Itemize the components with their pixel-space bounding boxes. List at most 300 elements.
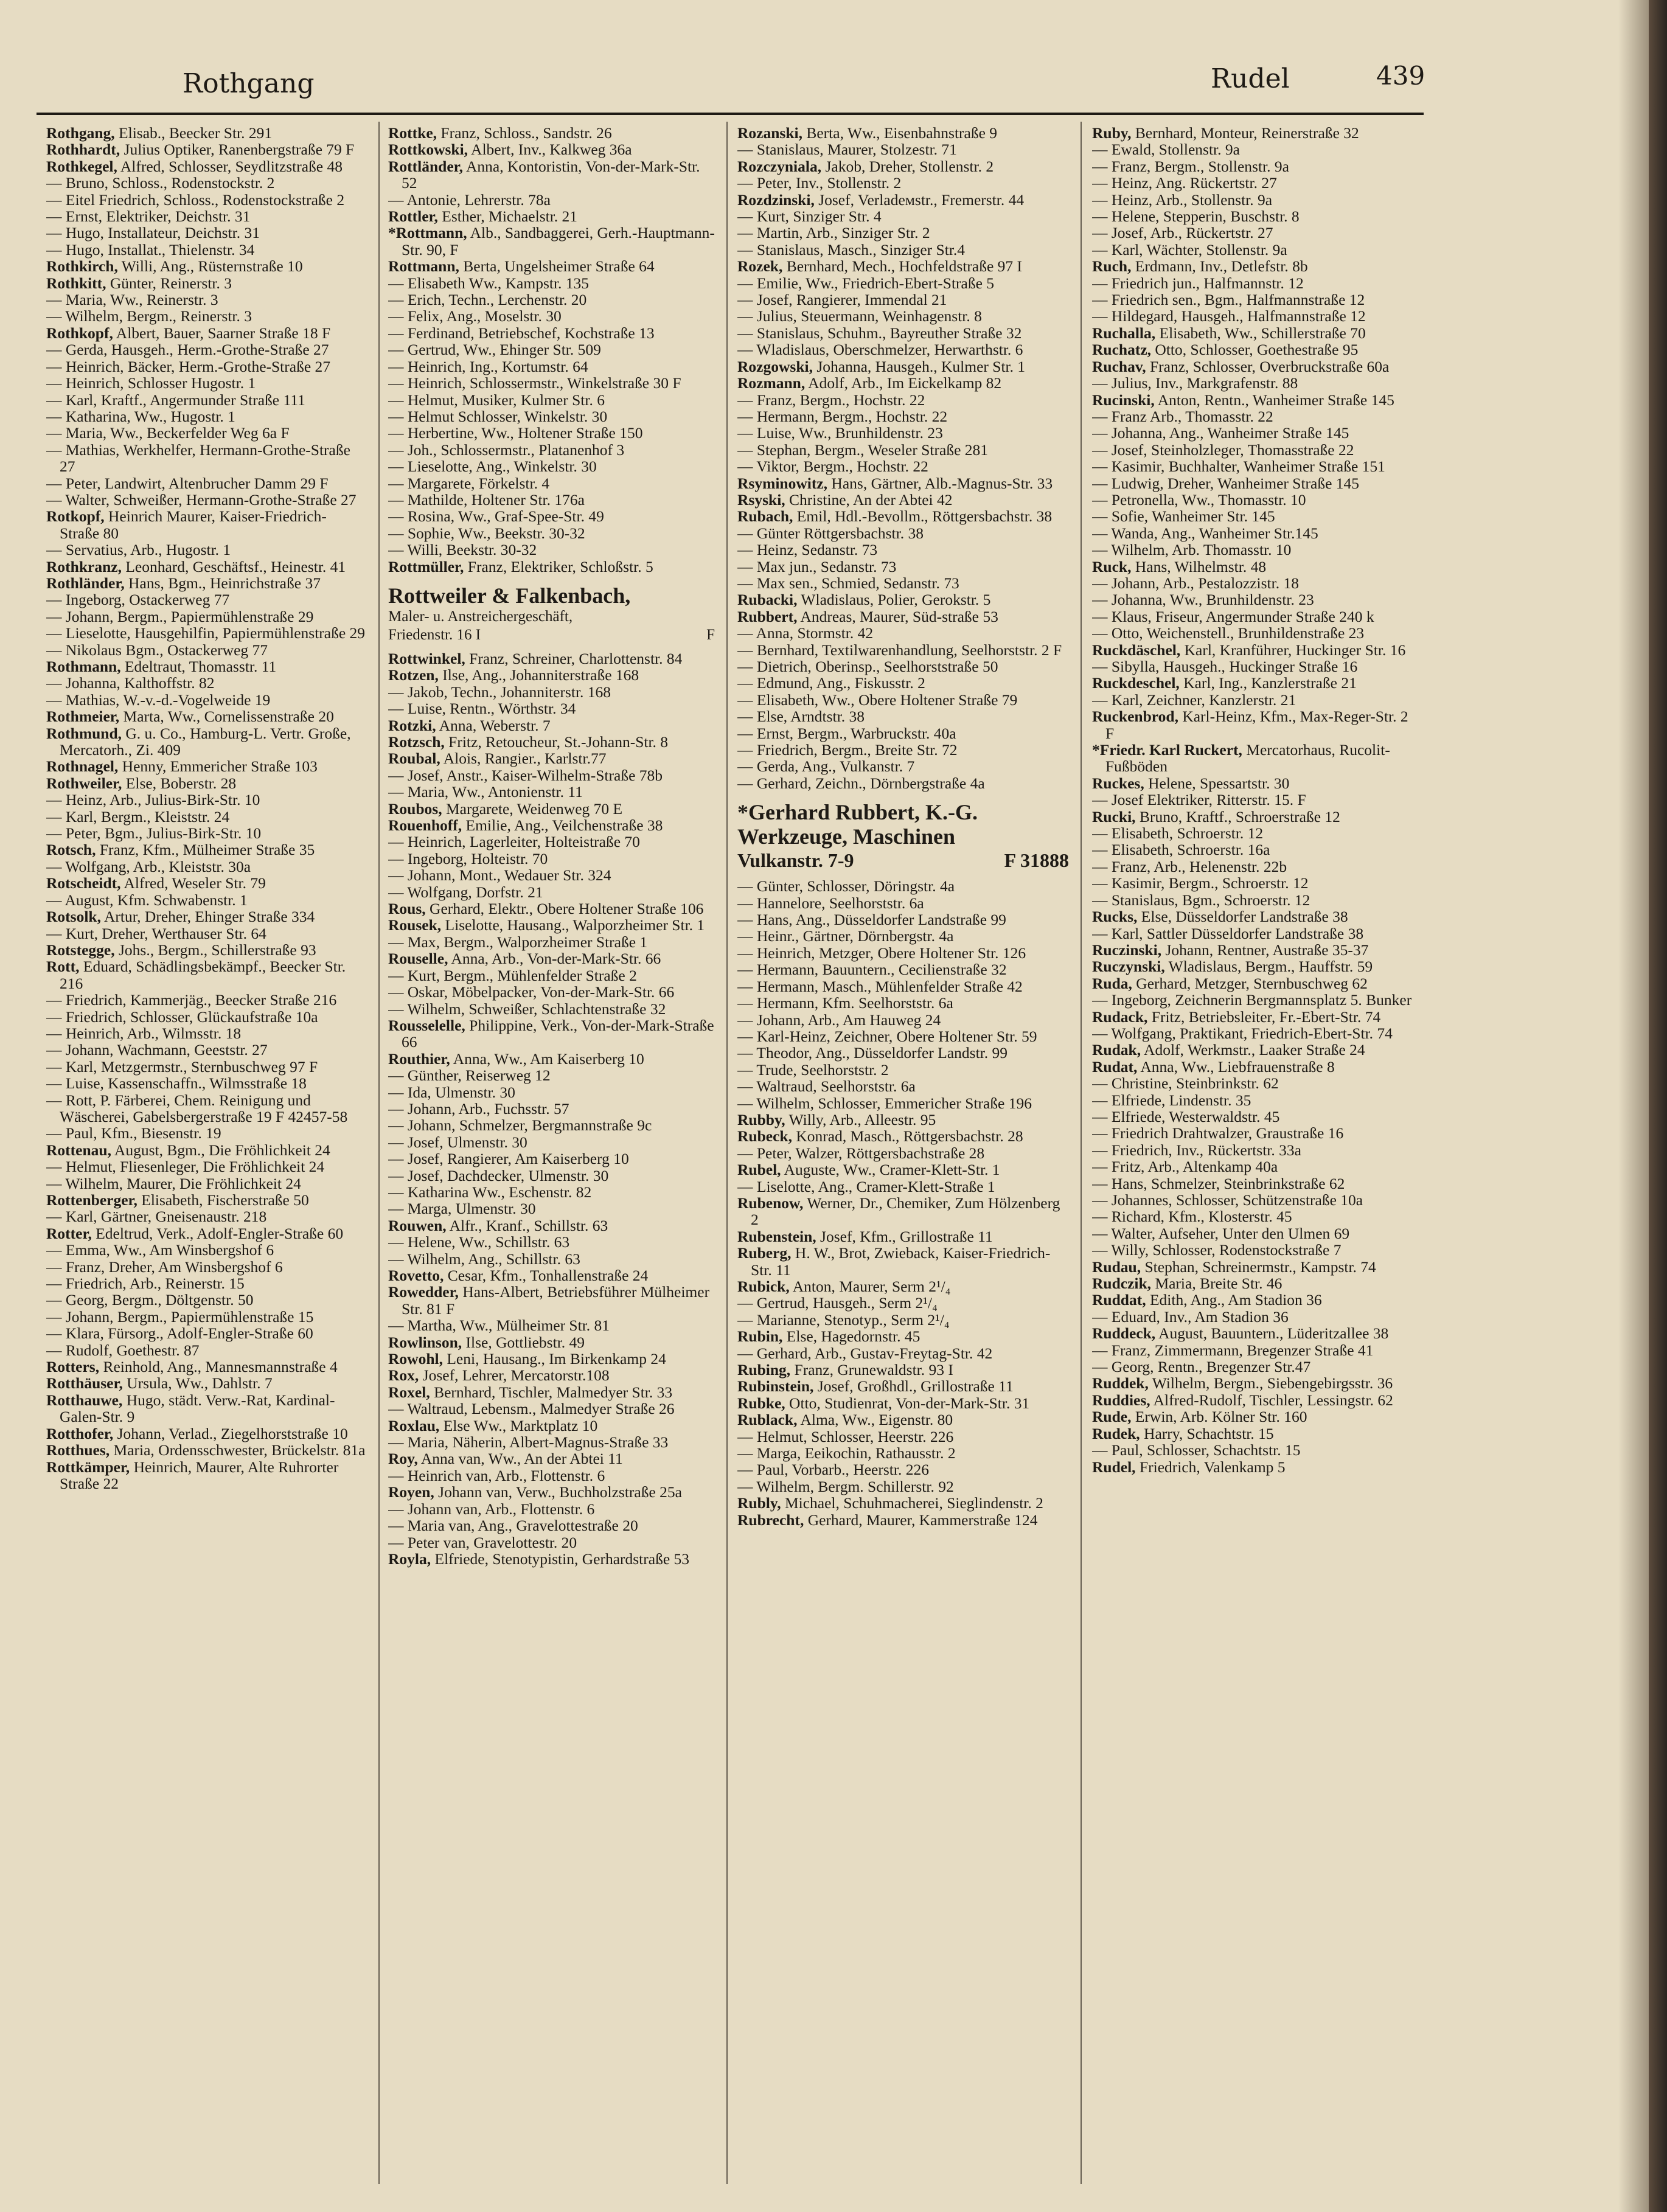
directory-entry [46,1259,366,1275]
entry-details: — Klaus, Friseur, Angermunder Straße 240 k [1092,607,1374,625]
entry-details: — Ewald, Stollenstr. 9a [1092,141,1240,159]
entry-details: Elisabeth, Ww., Schillerstraße 70 [1155,324,1366,342]
directory-entry [737,878,1069,894]
directory-entry [737,625,1069,641]
entry-surname: Rott, [46,958,80,976]
directory-entry [46,1425,366,1442]
entry-surname: Rotthofer, [46,1424,114,1442]
entry-details: — Hermann, Bauuntern., Cecilienstraße 32 [737,961,1007,979]
entry-details: — Nikolaus Bgm., Ostackerweg 77 [46,641,268,659]
entry-details: — Helene, Ww., Schillstr. 63 [388,1233,570,1251]
directory-entry [1092,1225,1416,1242]
entry-details: Willi, Ang., Rüsternstraße 10 [117,257,303,276]
directory-entry [1092,1208,1416,1225]
directory-entry [737,1345,1069,1362]
directory-entry [46,958,366,992]
entry-surname: Rotthauwe, [46,1391,123,1409]
entry-details: Artur, Dreher, Ehinger Straße 334 [100,908,315,926]
entry-details: — Luise, Rentn., Wörthstr. 34 [388,700,576,718]
entry-details: — Walter, Aufseher, Unter den Ulmen 69 [1092,1224,1350,1242]
entry-surname: Rudel, [1092,1458,1136,1476]
entry-details: — Ludwig, Dreher, Wanheimer Straße 145 [1092,474,1360,492]
entry-details: Franz, Elektriker, Schloßstr. 5 [464,557,653,576]
entry-details: Ursula, Ww., Dahlstr. 7 [122,1374,273,1393]
entry-surname: Rothländer, [46,574,125,592]
entry-details: — Stanislaus, Masch., Sinziger Str.4 [737,240,965,259]
directory-entry [46,192,366,208]
directory-entry [737,458,1069,475]
directory-entry [737,608,1069,625]
entry-details: Berta, Ww., Eisenbahnstraße 9 [802,125,998,142]
entry-details: — Stanislaus, Maurer, Stolzestr. 71 [737,141,957,159]
entry-details: — Johanna, Kalthoffstr. 82 [46,674,215,692]
directory-entry [46,141,366,158]
directory-entry [1092,1009,1416,1025]
directory-entry [737,1512,1069,1528]
directory-entry [388,817,715,833]
entry-details: Alfr., Kranf., Schillstr. 63 [446,1216,608,1234]
directory-entry [1092,825,1416,841]
entry-details: Alb., Sandbaggerei, Gerh.-Hauptmann-Str. 90, F [402,224,715,259]
directory-entry [388,492,715,508]
directory-entry [1092,392,1416,408]
entry-surname: Rudek, [1092,1424,1140,1442]
directory-entry [46,875,366,891]
entry-details: — Hermann, Kfm. Seelhorststr. 6a [737,994,953,1012]
entry-details: — Ingeborg, Zeichnerin Bergmannsplatz 5. Bunker [1092,991,1412,1009]
entry-surname: Rottler, [388,207,438,226]
entry-details: Philippine, Verk., Von-der-Mark-Straße 66 [402,1016,714,1051]
entry-details: Erdmann, Inv., Detlefstr. 8b [1131,257,1308,276]
directory-entry [1092,858,1416,875]
entry-details: — Elfriede, Westerwaldstr. 45 [1092,1107,1280,1125]
directory-entry [46,858,366,875]
directory-entry [388,734,715,750]
directory-entry [388,558,715,575]
entry-surname: Ruckes, [1092,774,1144,792]
entry-surname: Rothhardt, [46,141,120,159]
entry-surname: Rottmann, [388,257,459,276]
entry-surname: Rous, [388,900,426,918]
directory-entry [1092,1192,1416,1208]
directory-entry [46,1442,366,1458]
entry-surname: Rozczyniala, [737,157,822,175]
entry-details: — Peter, Bgm., Julius-Birk-Str. 10 [46,824,262,843]
entry-details: Maria, Breite Str. 46 [1151,1275,1282,1293]
directory-entry [1092,208,1416,224]
entry-details: Cesar, Kfm., Tonhallenstraße 24 [444,1267,649,1284]
entry-surname: Rozanski, [737,125,802,142]
entry-details: — Eduard, Inv., Am Stadion 36 [1092,1307,1289,1326]
directory-entry [388,358,715,375]
entry-surname: Rubel, [737,1161,781,1179]
directory-entry [737,928,1069,944]
entry-details: — Sophie, Ww., Beekstr. 30-32 [388,524,585,542]
directory-entry [737,308,1069,324]
directory-entry [737,291,1069,308]
entry-surname: Rothkirch, [46,257,118,276]
directory-entry [388,650,715,667]
directory-entry [388,934,715,950]
entry-surname: Rudczik, [1092,1275,1152,1293]
directory-entry [1092,175,1416,191]
entry-details: — Heinrich, Bäcker, Herm.-Grothe-Straße 27 [46,357,331,375]
directory-entry [737,775,1069,791]
directory-entry [737,642,1069,658]
entry-details: — Ferdinand, Betriebschef, Kochstraße 13 [388,324,655,342]
entry-surname: Rucinski, [1092,391,1155,409]
entry-details: — Johann, Schmelzer, Bergmannstraße 9c [388,1116,652,1135]
directory-entry [388,525,715,541]
entry-details: — Josef, Steinholzleger, Thomasstraße 22 [1092,440,1354,459]
directory-entry [46,1075,366,1091]
entry-details: — Ida, Ulmenstr. 30 [388,1083,515,1101]
entry-details: — Elisabeth, Ww., Obere Holtener Straße 79 [737,690,1018,709]
entry-details: Friedrich, Valenkamp 5 [1135,1458,1286,1476]
entry-surname: Rousek, [388,916,442,934]
directory-entry [1092,1242,1416,1258]
entry-details: Otto, Schlosser, Goethestraße 95 [1151,341,1359,359]
directory-entry [1092,1108,1416,1125]
entry-details: — Julius, Inv., Markgrafenstr. 88 [1092,374,1298,392]
entry-details: — Erich, Techn., Lerchenstr. 20 [388,291,587,309]
entry-surname: Rubeck, [737,1127,792,1146]
column-2 [388,125,715,2205]
directory-entry [388,1251,715,1267]
entry-details: — Maria, Ww., Reinerstr. 3 [46,291,218,309]
entry-details: — Servatius, Arb., Hugostr. 1 [46,541,231,559]
entry-details: Josef, Kfm., Grillostraße 11 [816,1227,993,1245]
entry-details: — Gerhard, Zeichn., Dörnbergstraße 4a [737,774,985,792]
directory-entry [737,1445,1069,1461]
directory-entry [388,1184,715,1200]
directory-entry [737,141,1069,158]
directory-entry [737,192,1069,208]
entry-details: Anton, Maurer, Serm 2¹/₄ [789,1278,951,1295]
entry-details: — Elisabeth, Schroerstr. 12 [1092,824,1264,843]
directory-entry [46,375,366,391]
entry-details: — Kurt, Dreher, Werthauser Str. 64 [46,924,266,942]
directory-entry [737,375,1069,391]
directory-entry [388,1017,715,1051]
entry-surname: Rubin, [737,1327,783,1346]
entry-details: Berta, Ungelsheimer Straße 64 [459,257,655,276]
ad-title: *Gerhard Rubbert, K.-G. [737,800,978,825]
directory-entry [1092,1292,1416,1308]
entry-details: — Sofie, Wanheimer Str. 145 [1092,507,1275,526]
entry-details: — Paul, Kfm., Biesenstr. 19 [46,1124,221,1143]
entry-details: Jakob, Dreher, Stollenstr. 2 [821,157,994,175]
entry-details: Gerhard, Metzger, Sternbuschweg 62 [1132,974,1368,992]
entry-details: — Richard, Kfm., Klosterstr. 45 [1092,1208,1292,1226]
entry-surname: Rublack, [737,1411,798,1429]
directory-entry [1092,308,1416,324]
column-3 [737,125,1069,2205]
ad-address-text: Friedenstr. 16 I [388,626,481,643]
directory-entry [388,192,715,208]
entry-details: Auguste, Ww., Cramer-Klett-Str. 1 [781,1161,1000,1179]
entry-details: — Heinrich, Arb., Wilmsstr. 18 [46,1024,242,1042]
entry-surname: Rotzen, [388,666,439,684]
directory-entry [46,408,366,425]
directory-entry [737,1028,1069,1045]
entry-details: — Willy, Schlosser, Rodenstockstraße 7 [1092,1241,1342,1259]
entry-surname: Rubacki, [737,591,798,609]
entry-details: — Elisabeth, Schroerstr. 16a [1092,841,1270,859]
directory-entry [737,392,1069,408]
entry-details: — Eitel Friedrich, Schloss., Rodenstockstraße 2 [46,190,345,209]
directory-entry [46,658,366,675]
directory-entry [46,1225,366,1242]
entry-details: — Friedrich, Bergm., Breite Str. 72 [737,741,958,759]
directory-entry [1092,809,1416,825]
directory-entry [388,867,715,883]
entry-details: H. W., Brot, Zwieback, Kaiser-Friedrich-Str. 11 [751,1244,1051,1279]
entry-surname: Rothkitt, [46,274,106,292]
entry-details: Esther, Michaelstr. 21 [437,207,578,226]
directory-entry [46,908,366,925]
directory-entry [46,708,366,725]
column-1 [46,125,366,2205]
directory-entry [388,1134,715,1150]
directory-entry [388,408,715,425]
entry-surname: Roxlau, [388,1416,440,1435]
directory-entry [737,408,1069,425]
entry-surname: Ruddat, [1092,1291,1146,1309]
entry-details: — Franz, Arb., Helenenstr. 22b [1092,857,1287,875]
directory-entry [46,308,366,324]
directory-entry [46,775,366,791]
entry-details: — Georg, Bergm., Döltgenstr. 50 [46,1291,254,1309]
entry-details: Wladislaus, Bergm., Hauffstr. 59 [1164,958,1373,976]
directory-entry [388,1351,715,1367]
entry-surname: Rottländer, [388,157,464,175]
entry-details: Else, Boberstr. 28 [122,774,237,792]
column-divider [726,122,728,2184]
column-3-top [737,125,1069,791]
directory-entry [1092,775,1416,791]
directory-entry [46,625,366,641]
directory-entry [46,508,366,541]
entry-details: — Martha, Ww., Mülheimer Str. 81 [388,1316,610,1335]
entry-surname: Ruckdäschel, [1092,641,1181,659]
entry-surname: Rotsolk, [46,908,101,926]
entry-details: Leni, Hausang., Im Birkenkamp 24 [442,1350,666,1368]
directory-entry [388,1067,715,1083]
directory-entry [388,1217,715,1234]
directory-entry [46,1192,366,1208]
entry-surname: Rsyminowitz, [737,474,828,492]
entry-details: — Else, Arndtstr. 38 [737,708,865,726]
entry-details: Hans, Bgm., Heinrichstraße 37 [124,574,321,592]
entry-details: — Josef, Rangierer, Immendal 21 [737,291,947,309]
entry-surname: Rouwen, [388,1216,447,1234]
entry-details: Bernhard, Monteur, Reinerstraße 32 [1131,125,1359,142]
directory-entry [1092,625,1416,641]
directory-entry [1092,925,1416,942]
directory-entry [737,658,1069,675]
entry-surname: Rsyski, [737,490,785,509]
entry-details: Harry, Schachtstr. 15 [1140,1424,1274,1442]
directory-entry [388,425,715,441]
directory-entry [46,258,366,274]
entry-details: — Anna, Stormstr. 42 [737,624,874,642]
entry-details: — Helmut Schlosser, Winkelstr. 30 [388,407,608,425]
entry-details: — Johann, Arb., Fuchsstr. 57 [388,1099,569,1118]
entry-details: G. u. Co., Hamburg-L. Vertr. Große, Mercatorh., Zi. 409 [60,724,351,759]
entry-details: Erwin, Arb. Kölner Str. 160 [1131,1408,1307,1426]
directory-entry [1092,291,1416,308]
entry-details: — Heinz, Ang. Rückertstr. 27 [1092,174,1277,192]
directory-entry [1092,1125,1416,1141]
entry-details: — Helmut, Schlosser, Heerstr. 226 [737,1427,954,1445]
entry-details: — Maria van, Ang., Gravelottestraße 20 [388,1517,638,1535]
directory-entry [1092,275,1416,291]
entry-surname: Rubick, [737,1278,790,1295]
column-3-bottom [737,878,1069,1528]
ad-line: Werkzeuge, Maschinen [737,824,955,849]
directory-entry [1092,591,1416,608]
entry-details: Marta, Ww., Cornelissenstraße 20 [119,708,334,726]
directory-entry [1092,1025,1416,1042]
entry-details: Gerhard, Elektr., Obere Holtener Straße 106 [425,900,704,918]
entry-details: — Johanna, Ww., Brunhildenstr. 23 [1092,591,1314,609]
entry-details: — Heinrich, Ing., Kortumstr. 64 [388,357,588,375]
entry-surname: Rousselelle, [388,1016,465,1034]
directory-entry [737,425,1069,441]
entry-details: Anton, Rentn., Wanheimer Straße 145 [1154,391,1394,409]
directory-entry [737,758,1069,774]
column-divider [378,122,380,2184]
entry-details: — Elfriede, Lindenstr. 35 [1092,1091,1251,1109]
directory-entry [46,358,366,375]
entry-surname: Rottkämper, [46,1458,130,1476]
directory-entry [388,967,715,984]
directory-entry [737,1178,1069,1195]
directory-entry [1092,658,1416,675]
directory-entry [1092,1142,1416,1158]
entry-details: Anna, Arb., Von-der-Mark-Str. 66 [448,950,661,968]
directory-entry [737,708,1069,725]
entry-surname: Rubenstein, [737,1227,816,1245]
directory-entry [388,308,715,324]
entry-details: Mercatorhaus, Rucolit-Fußböden [1105,741,1390,776]
directory-entry [1092,675,1416,691]
entry-details: — Max sen., Schmied, Sedanstr. 73 [737,574,959,592]
directory-entry [1092,791,1416,808]
directory-entry [1092,1442,1416,1458]
entry-surname: Rubrecht, [737,1511,804,1529]
directory-entry [46,158,366,175]
entry-surname: Rubenow, [737,1194,804,1212]
directory-entry [1092,892,1416,908]
directory-entry [388,375,715,391]
entry-surname: Rotthäuser, [46,1374,123,1393]
entry-details: — Rott, P. Färberei, Chem. Reinigung und Wäscherei, Gabelsbergerstraße 19 F 42457-58 [46,1091,348,1125]
entry-details: — Petronella, Ww., Thomasstr. 10 [1092,490,1306,509]
directory-entry [46,341,366,358]
directory-entry [737,275,1069,291]
ad-address [388,626,715,644]
entry-surname: Ruchatz, [1092,341,1152,359]
directory-entry [46,1242,366,1258]
directory-entry [388,208,715,224]
entry-details: Karl-Heinz, Kfm., Max-Reger-Str. 2 F [1105,708,1408,742]
entry-surname: Ruddies, [1092,1391,1150,1409]
directory-entry [388,1051,715,1067]
directory-entry [737,158,1069,175]
directory-entry [46,1342,366,1358]
entry-details: Hans-Albert, Betriebsführer Mülheimer Str. 81 F [402,1283,710,1318]
directory-entry [388,1501,715,1517]
entry-details: Ilse, Ang., Johanniterstraße 168 [438,666,639,684]
entry-details: — Trude, Seelhorststr. 2 [737,1060,889,1079]
entry-details: Hugo, städt. Verw.-Rat, Kardinal-Galen-Str. 9 [60,1391,335,1426]
entry-surname: Rothmann, [46,658,121,675]
directory-entry [388,1551,715,1567]
directory-entry [388,141,715,158]
directory-entry [1092,258,1416,274]
entry-details: — Friedrich sen., Bgm., Halfmannstraße 12 [1092,291,1365,309]
directory-entry [46,1175,366,1192]
entry-surname: Rude, [1092,1408,1132,1426]
directory-entry [1092,158,1416,175]
directory-entry [388,125,715,141]
entry-details: — Johann, Mont., Wedauer Str. 324 [388,866,611,885]
directory-entry [1092,1459,1416,1475]
entry-details: — Johann, Bergm., Papiermühlenstraße 15 [46,1307,314,1326]
entry-details: Anna, Kontoristin, Von-der-Mark-Str. 52 [402,157,700,192]
directory-entry [737,175,1069,191]
directory-entry [737,1128,1069,1144]
entry-details: — Hannelore, Seelhorststr. 6a [737,894,924,912]
directory-entry [1092,1358,1416,1375]
entry-surname: Rozgowski, [737,357,813,375]
directory-entry [388,1117,715,1133]
entry-details: — Johanna, Ang., Wanheimer Straße 145 [1092,424,1349,442]
entry-details: Else Ww., Marktplatz 10 [439,1416,598,1435]
entry-surname: Rouenhoff, [388,816,462,835]
entry-surname: Rotzki, [388,716,436,734]
entry-details: Josef, Verladeмstr., Fremerstr. 44 [814,190,1025,209]
directory-entry [46,1042,366,1058]
directory-entry [737,1378,1069,1394]
entry-details: — Katharina Ww., Eschenstr. 82 [388,1183,592,1201]
entry-surname: Rothmund, [46,724,122,742]
directory-entry [1092,224,1416,241]
entry-details: — Günther, Reiserweg 12 [388,1066,551,1085]
entry-surname: Rucks, [1092,908,1138,926]
entry-details: — Julius, Steuermann, Weinhagenstr. 8 [737,307,982,325]
entry-details: — Wilhelm, Bergm. Schillerstr. 92 [737,1477,954,1495]
directory-entry [737,1428,1069,1445]
directory-entry [46,475,366,492]
entry-details: Anna, Ww., Am Kaiserberg 10 [450,1049,644,1068]
directory-entry [46,125,366,141]
ad-phone: F 31888 [1004,849,1069,872]
entry-details: Johann, Rentner, Austraße 35-37 [1161,941,1369,959]
directory-entry [46,892,366,908]
entry-details: Johanna, Hausgeh., Kulmer Str. 1 [812,357,1026,375]
entry-details: — Karl, Metzgermstr., Sternbuschweg 97 F [46,1057,318,1076]
entry-details: — Wilhelm, Ang., Schillstr. 63 [388,1250,580,1268]
entry-details: Gerhard, Maurer, Kammerstraße 124 [804,1511,1038,1529]
directory-entry [1092,958,1416,975]
entry-details: Willy, Arb., Alleestr. 95 [785,1110,936,1129]
entry-details: — Günter, Schlosser, Döringstr. 4a [737,877,955,896]
directory-entry [1092,992,1416,1008]
directory-entry [737,1045,1069,1061]
